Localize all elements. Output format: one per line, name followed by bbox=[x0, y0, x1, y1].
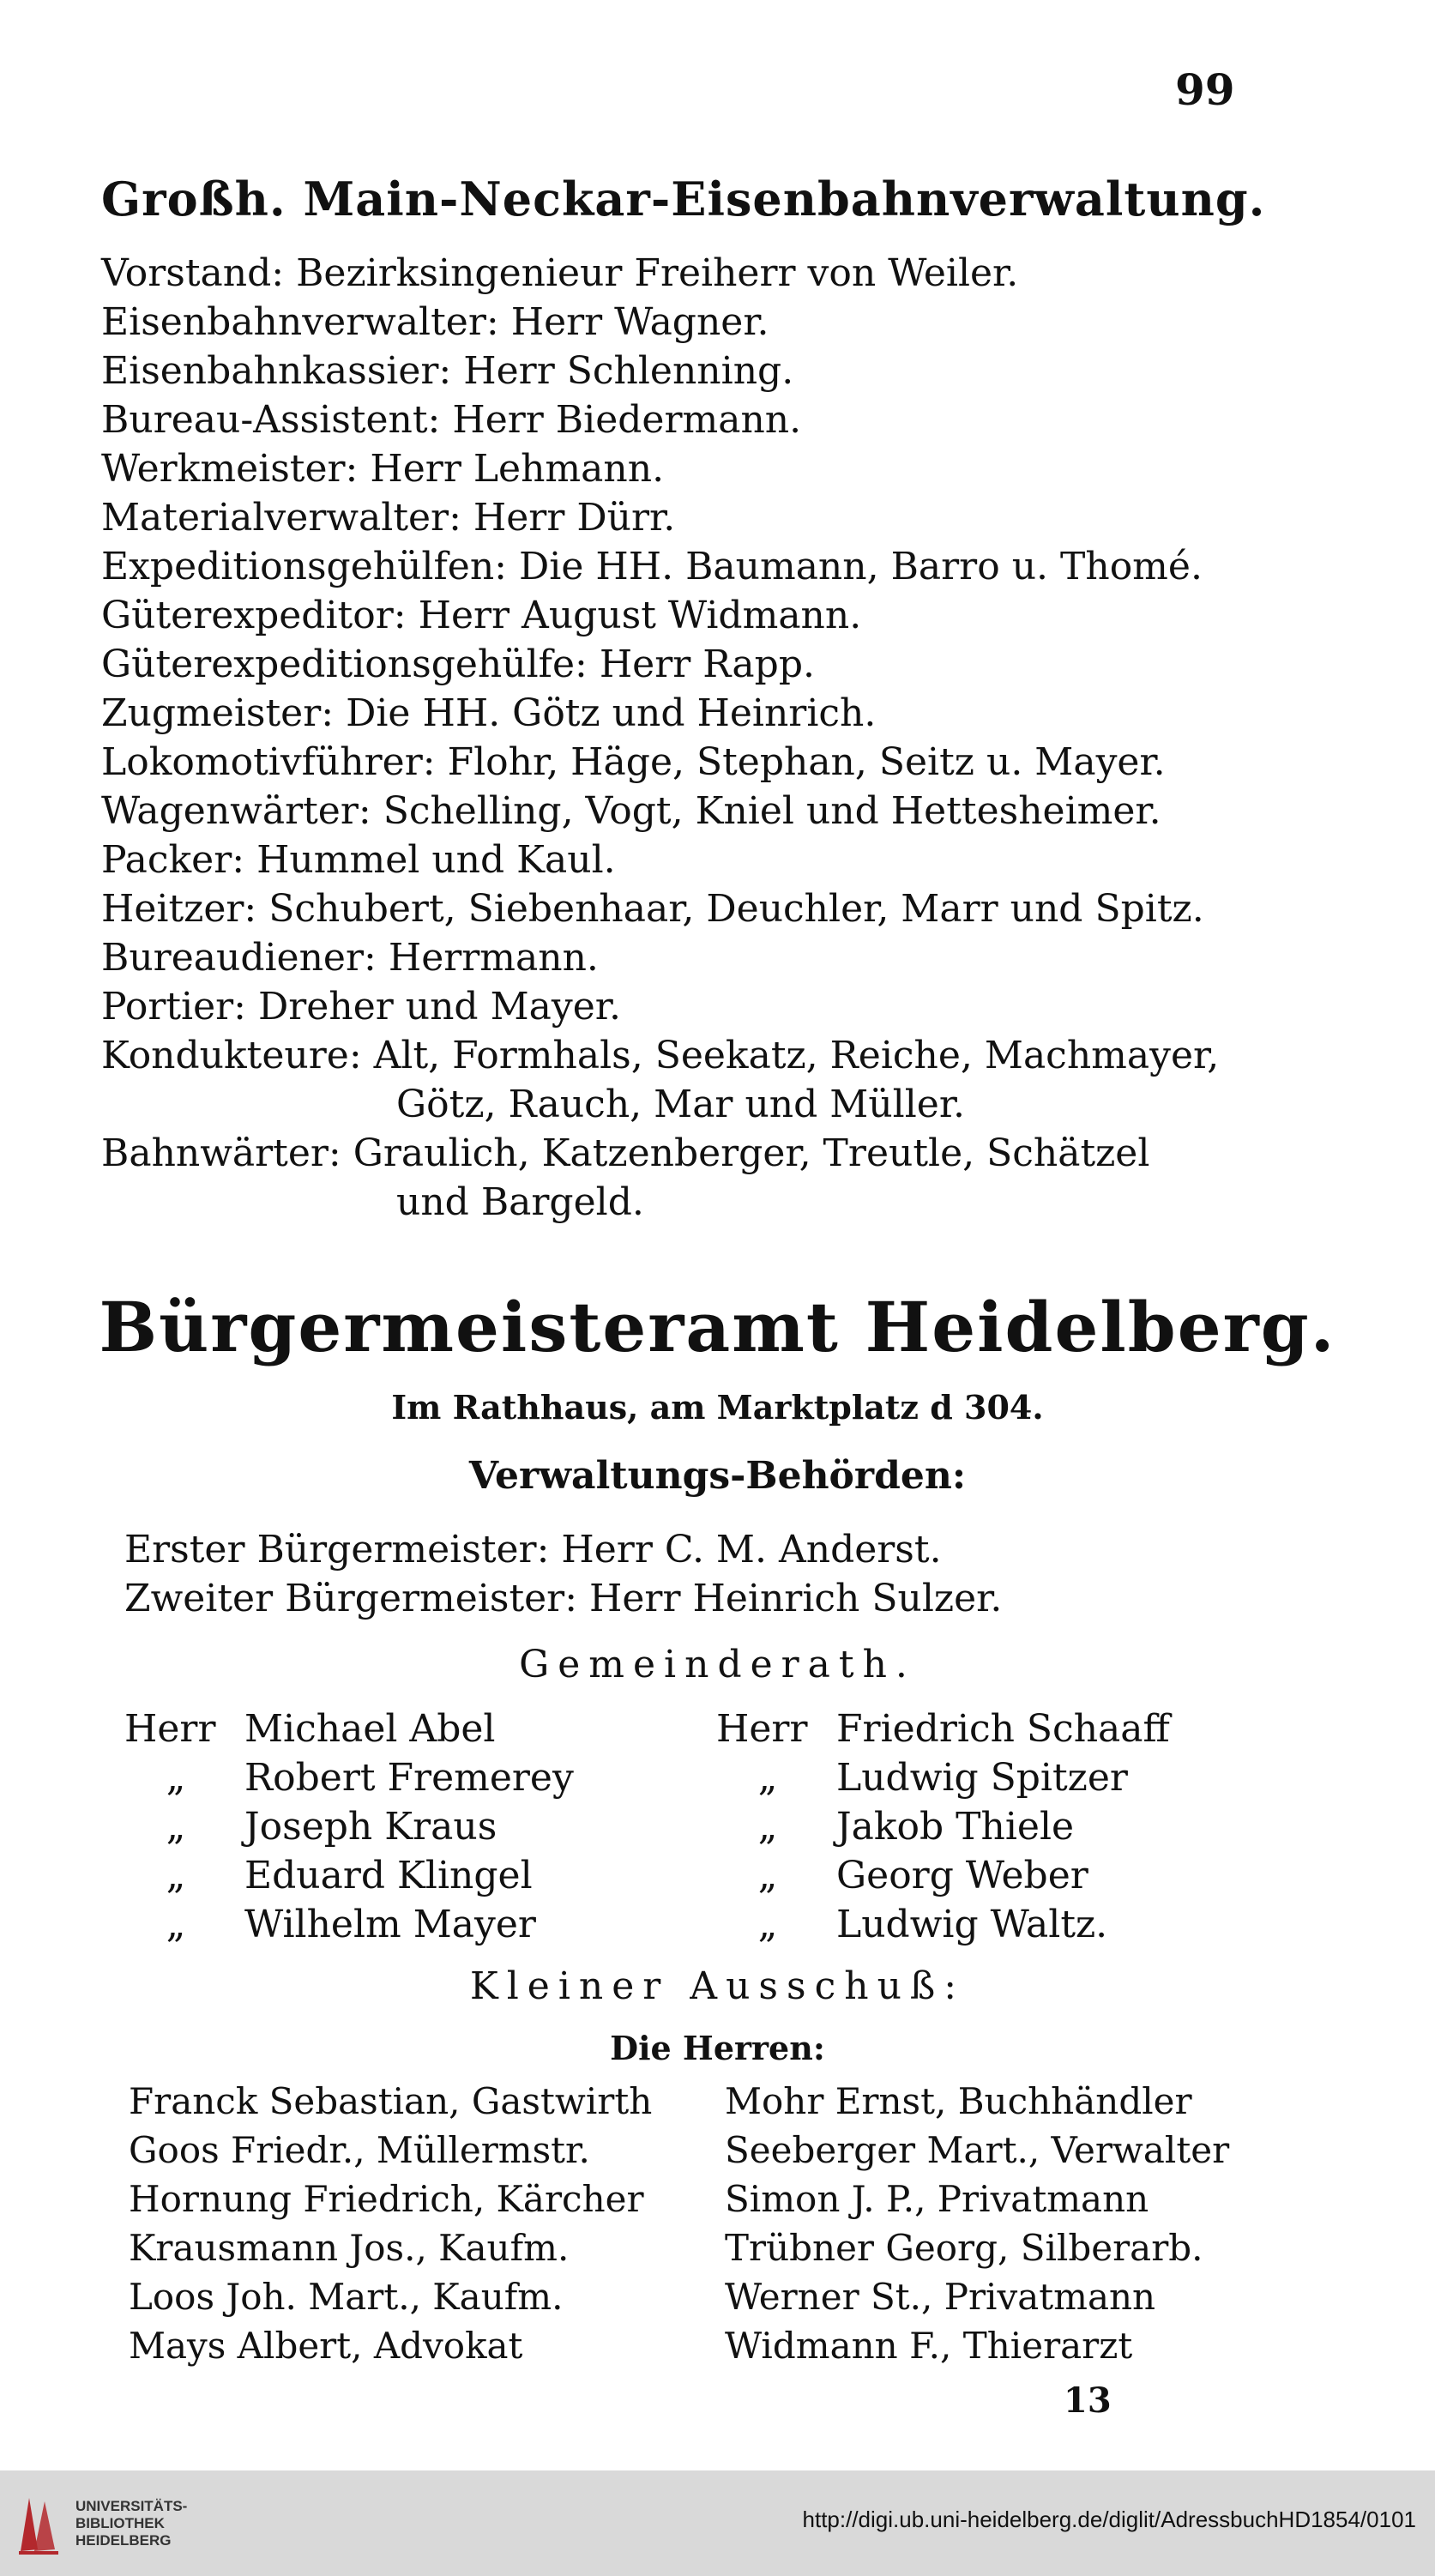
committee-heading: Kleiner Ausschuß: bbox=[469, 1964, 966, 2008]
council-member: Jakob Thiele bbox=[836, 1805, 1075, 1849]
staff-names: Herr Dürr. bbox=[473, 496, 676, 540]
staff-row bbox=[101, 347, 1259, 395]
staff-names: Alt, Formhals, Seekatz, Reiche, Machmayer, bbox=[373, 1034, 1220, 1077]
ditto-mark: „ bbox=[757, 1903, 778, 1946]
footer-bar bbox=[0, 2470, 1435, 2576]
staff-role: Portier: bbox=[101, 985, 246, 1029]
permalink-url[interactable]: http://digi.ub.uni-heidelberg.de/diglit/AdressbuchHD1854/0101 bbox=[802, 2507, 1416, 2532]
staff-role: Heitzer: bbox=[101, 887, 257, 931]
council-member: Friedrich Schaaff bbox=[836, 1707, 1170, 1751]
staff-row bbox=[101, 542, 1259, 591]
staff-role: Kondukteure: bbox=[101, 1034, 362, 1077]
staff-row-continuation bbox=[101, 1080, 1259, 1129]
council-list bbox=[124, 1707, 1239, 1952]
council-member: Ludwig Waltz. bbox=[836, 1903, 1108, 1946]
council-row bbox=[124, 1756, 1239, 1805]
staff-row-continuation bbox=[101, 1178, 1259, 1227]
committee-member: Loos Joh. Mart., Kaufm. bbox=[129, 2276, 564, 2318]
mayor-office-title: Bürgermeisteramt Heidelberg. bbox=[99, 1287, 1336, 1367]
signature-mark: 13 bbox=[1064, 2380, 1112, 2421]
council-member: Georg Weber bbox=[836, 1854, 1088, 1897]
ditto-mark: „ bbox=[166, 1854, 186, 1897]
staff-names: Hummel und Kaul. bbox=[256, 838, 616, 882]
ditto-mark: „ bbox=[757, 1854, 778, 1897]
council-row bbox=[124, 1805, 1239, 1854]
committee-member: Trübner Georg, Silberarb. bbox=[725, 2227, 1203, 2269]
staff-role: Eisenbahnverwalter: bbox=[101, 300, 499, 344]
staff-row bbox=[101, 933, 1259, 982]
staff-names: Götz, Rauch, Mar und Müller. bbox=[396, 1083, 966, 1126]
staff-row bbox=[101, 738, 1259, 787]
honorific: Herr bbox=[124, 1707, 216, 1751]
committee-list bbox=[129, 2080, 1269, 2374]
committee-member: Mohr Ernst, Buchhändler bbox=[725, 2080, 1192, 2122]
library-name-line: HEIDELBERG bbox=[75, 2532, 172, 2549]
staff-row bbox=[101, 640, 1259, 689]
ditto-mark: „ bbox=[166, 1756, 186, 1800]
committee-member: Widmann F., Thierarzt bbox=[725, 2325, 1133, 2367]
committee-row bbox=[129, 2129, 1269, 2178]
staff-row bbox=[101, 591, 1259, 640]
staff-role: Lokomotivführer: bbox=[101, 740, 436, 784]
council-member: Joseph Kraus bbox=[244, 1805, 497, 1849]
library-name-line: BIBLIOTHEK bbox=[75, 2515, 165, 2531]
honorific: Herr bbox=[716, 1707, 808, 1751]
staff-names: Die HH. Götz und Heinrich. bbox=[346, 691, 877, 735]
staff-role: Expeditionsgehülfen: bbox=[101, 545, 507, 588]
council-heading: Gemeinderath. bbox=[519, 1643, 916, 1686]
ditto-mark: „ bbox=[166, 1903, 186, 1946]
committee-member: Hornung Friedrich, Kärcher bbox=[129, 2178, 644, 2220]
staff-row bbox=[101, 444, 1259, 493]
committee-row bbox=[129, 2080, 1269, 2129]
gentlemen-heading: Die Herren: bbox=[610, 2029, 825, 2067]
staff-row bbox=[101, 298, 1259, 347]
ditto-mark: „ bbox=[166, 1805, 186, 1849]
library-name-line: UNIVERSITÄTS- bbox=[75, 2498, 188, 2514]
mayors-list bbox=[124, 1525, 1002, 1623]
staff-role: Packer: bbox=[101, 838, 245, 882]
staff-names: Herr Rapp. bbox=[599, 642, 815, 686]
committee-member: Seeberger Mart., Verwalter bbox=[725, 2129, 1230, 2171]
council-member: Michael Abel bbox=[244, 1707, 496, 1751]
staff-names: Herr Lehmann. bbox=[370, 447, 665, 491]
ditto-mark: „ bbox=[757, 1805, 778, 1849]
staff-names: Schelling, Vogt, Kniel und Hettesheimer. bbox=[383, 789, 1161, 833]
staff-row bbox=[101, 787, 1259, 836]
staff-role: Güterexpeditionsgehülfe: bbox=[101, 642, 588, 686]
authorities-heading: Verwaltungs-Behörden: bbox=[468, 1454, 967, 1498]
staff-row bbox=[101, 395, 1259, 444]
staff-names: Schubert, Siebenhaar, Deuchler, Marr und Spitz. bbox=[268, 887, 1204, 931]
council-row bbox=[124, 1707, 1239, 1756]
mayor-entry: Erster Bürgermeister: Herr C. M. Anderst. bbox=[124, 1528, 942, 1572]
mayor-office-address: Im Rathhaus, am Marktplatz d 304. bbox=[391, 1388, 1044, 1427]
staff-names: Flohr, Häge, Stephan, Seitz u. Mayer. bbox=[447, 740, 1166, 784]
council-member: Ludwig Spitzer bbox=[836, 1756, 1128, 1800]
staff-names: und Bargeld. bbox=[396, 1180, 644, 1224]
staff-names: Herr Wagner. bbox=[510, 300, 769, 344]
staff-names: Herr August Widmann. bbox=[418, 594, 862, 637]
staff-row bbox=[101, 836, 1259, 884]
staff-role: Bureau-Assistent: bbox=[101, 398, 441, 442]
railway-staff-list bbox=[101, 249, 1259, 1227]
staff-row bbox=[101, 884, 1259, 933]
committee-member: Werner St., Privatmann bbox=[725, 2276, 1156, 2318]
committee-member: Goos Friedr., Müllermstr. bbox=[129, 2129, 590, 2171]
staff-role: Materialverwalter: bbox=[101, 496, 461, 540]
staff-role: Bahnwärter: bbox=[101, 1131, 341, 1175]
council-member: Robert Fremerey bbox=[244, 1756, 574, 1800]
staff-role: Werkmeister: bbox=[101, 447, 359, 491]
staff-role: Wagenwärter: bbox=[101, 789, 371, 833]
staff-names: Herrmann. bbox=[388, 936, 599, 980]
council-row bbox=[124, 1903, 1239, 1952]
staff-role: Bureaudiener: bbox=[101, 936, 377, 980]
staff-role: Güterexpeditor: bbox=[101, 594, 407, 637]
committee-row bbox=[129, 2227, 1269, 2276]
staff-row bbox=[101, 1031, 1259, 1080]
staff-row bbox=[101, 493, 1259, 542]
staff-role: Vorstand: bbox=[101, 251, 285, 295]
staff-role: Eisenbahnkassier: bbox=[101, 349, 452, 393]
committee-row bbox=[129, 2325, 1269, 2374]
committee-member: Simon J. P., Privatmann bbox=[725, 2178, 1149, 2220]
council-member: Eduard Klingel bbox=[244, 1854, 533, 1897]
council-row bbox=[124, 1854, 1239, 1903]
staff-names: Herr Schlenning. bbox=[463, 349, 794, 393]
staff-row bbox=[101, 689, 1259, 738]
committee-member: Mays Albert, Advokat bbox=[129, 2325, 523, 2367]
staff-names: Dreher und Mayer. bbox=[258, 985, 621, 1029]
committee-row bbox=[129, 2276, 1269, 2325]
staff-names: Die HH. Baumann, Barro u. Thomé. bbox=[518, 545, 1203, 588]
staff-row bbox=[101, 249, 1259, 298]
page-number: 99 bbox=[1175, 64, 1235, 115]
committee-row bbox=[129, 2178, 1269, 2227]
council-member: Wilhelm Mayer bbox=[244, 1903, 536, 1946]
committee-member: Krausmann Jos., Kaufm. bbox=[129, 2227, 570, 2269]
staff-role: Zugmeister: bbox=[101, 691, 335, 735]
staff-row bbox=[101, 1129, 1259, 1178]
staff-names: Graulich, Katzenberger, Treutle, Schätzel bbox=[353, 1131, 1150, 1175]
staff-names: Herr Biedermann. bbox=[452, 398, 802, 442]
ditto-mark: „ bbox=[757, 1756, 778, 1800]
mayor-entry: Zweiter Bürgermeister: Herr Heinrich Sulzer. bbox=[124, 1577, 1003, 1620]
library-logo-icon bbox=[15, 2489, 62, 2558]
library-name bbox=[75, 2498, 187, 2549]
railway-title: Großh. Main-Neckar-Eisenbahnverwaltung. bbox=[101, 172, 1266, 226]
committee-member: Franck Sebastian, Gastwirth bbox=[129, 2080, 653, 2122]
staff-row bbox=[101, 982, 1259, 1031]
staff-names: Bezirksingenieur Freiherr von Weiler. bbox=[296, 251, 1019, 295]
